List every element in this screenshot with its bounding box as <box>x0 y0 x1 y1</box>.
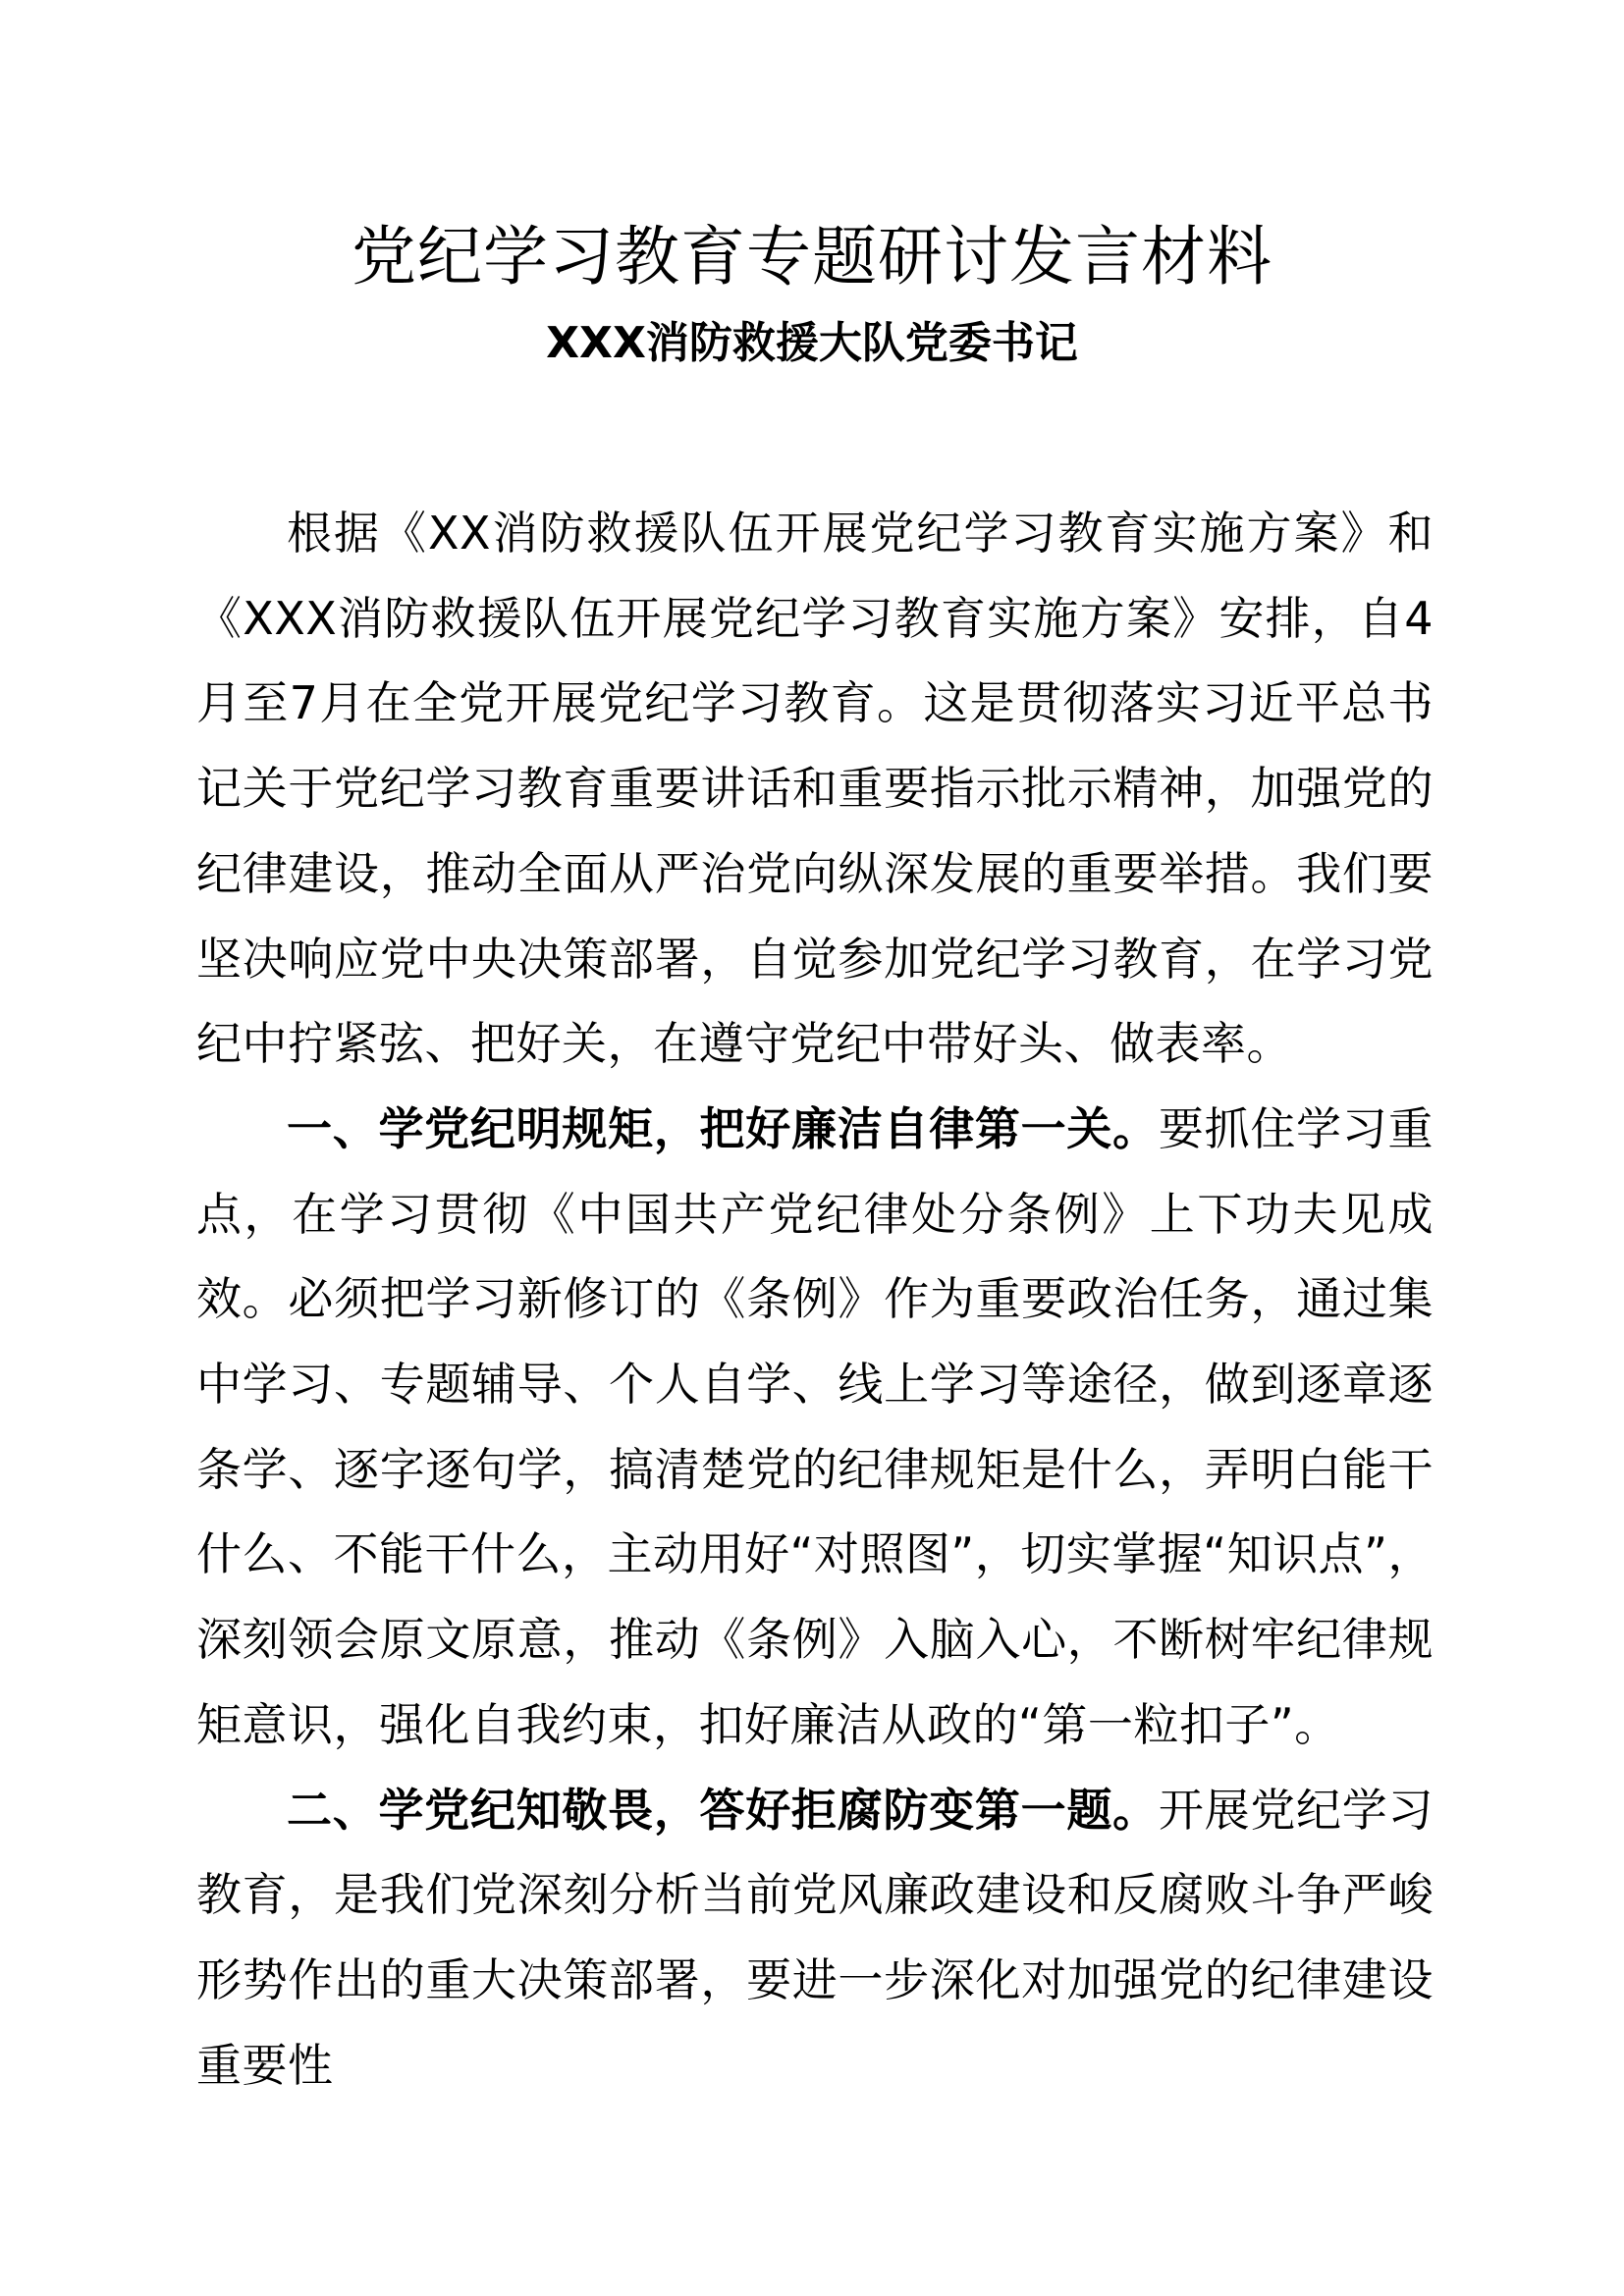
paragraph-intro <box>196 491 1434 1087</box>
paragraph-lead: 一、学党纪明规矩，把好廉洁自律第一关。 <box>287 1101 1159 1155</box>
document-subtitle: XXX消防救援大队党委书记 <box>546 318 1078 368</box>
paragraph-text: 要抓住学习重点，在学习贯彻《中国共产党纪律处分条例》上下功夫见成效。必须把学习新修订的《条例》作为重要政治任务，通过集中学习、专题辅导、个人自学、线上学习等途径，做到逐章逐条学、逐字逐句学，搞清楚党的纪律规矩是什么，弄明白能干什么、不能干什么，主动用好“对照图”，切实掌握“知识点”，深刻领会原文原意，推动《条例》入脑入心，不断树牢纪律规矩意识，强化自我约束，扣好廉洁从政的“第一粒扣子”。 <box>196 1101 1435 1751</box>
document-title: 党纪学习教育专题研讨发言材料 <box>352 219 1272 294</box>
paragraph-section-2 <box>196 1768 1434 2109</box>
paragraph-section-1 <box>196 1087 1434 1768</box>
paragraph-text: 开展党纪学习教育，是我们党深刻分析当前党风廉政建设和反腐败斗争严峻形势作出的重大决策部署，要进一步深化对加强党的纪律建设重要性 <box>196 1783 1435 2092</box>
paragraph-lead: 二、学党纪知敬畏，答好拒腐防变第一题。 <box>287 1783 1159 1837</box>
document-body <box>196 491 1434 2108</box>
paragraph-text: 根据《XX消防救援队伍开展党纪学习教育实施方案》和《XXX消防救援队伍开展党纪学习教育实施方案》安排，自4月至7月在全党开展党纪学习教育。这是贯彻落实习近平总书记关于党纪学习教育重要讲话和重要指示批示精神，加强党的纪律建设，推动全面从严治党向纵深发展的重要举措。我们要坚决响应党中央决策部署，自觉参加党纪学习教育，在学习党纪中拧紧弦、把好关，在遵守党纪中带好头、做表率。 <box>196 507 1434 1071</box>
